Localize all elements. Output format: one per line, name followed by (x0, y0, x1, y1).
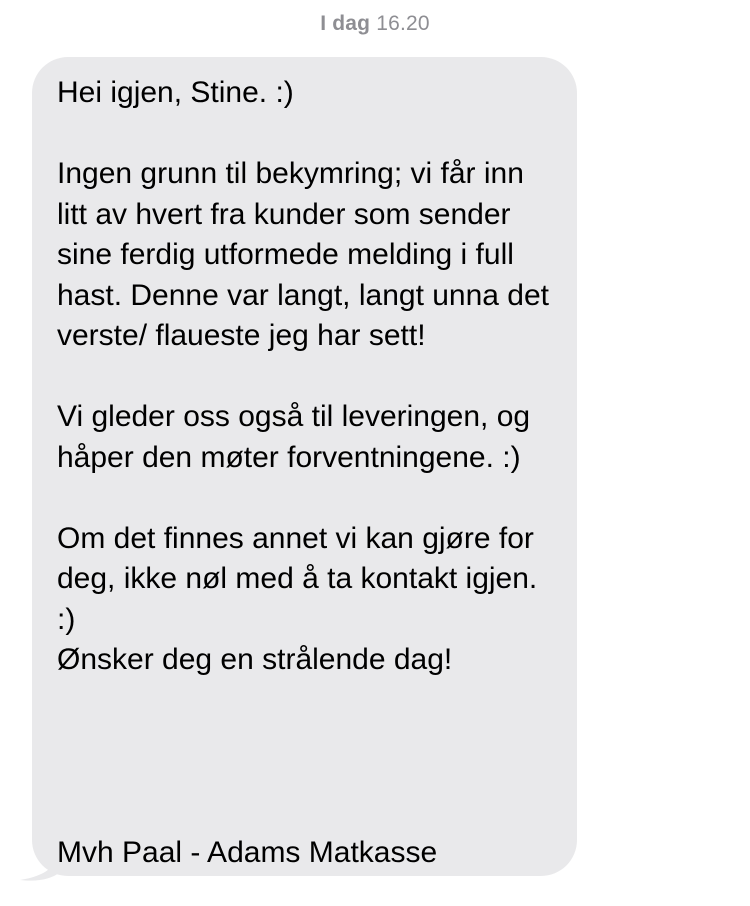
timestamp-time: 16.20 (376, 12, 430, 35)
bubble-tail-icon (20, 852, 60, 882)
message-timestamp (0, 12, 750, 36)
message-text: Hei igjen, Stine. :) Ingen grunn til bekymring; vi får inn litt av hvert fra kunder som sender sine ferdig utformede melding i full hast. Denne var langt, langt unna det verste/ flaueste jeg har sett! Vi gleder oss også til leveringen, og håper den møter forventningene. :) Om det finnes annet vi kan gjøre for deg, ikke nøl med å ta kontakt igjen. :) Ønsker deg en strålende dag! (57, 76, 550, 676)
timestamp-day: I dag (320, 12, 371, 35)
message-signature: Mvh Paal - Adams Matkasse (57, 836, 438, 869)
incoming-message-bubble[interactable] (32, 57, 577, 876)
message-thread (32, 57, 577, 876)
